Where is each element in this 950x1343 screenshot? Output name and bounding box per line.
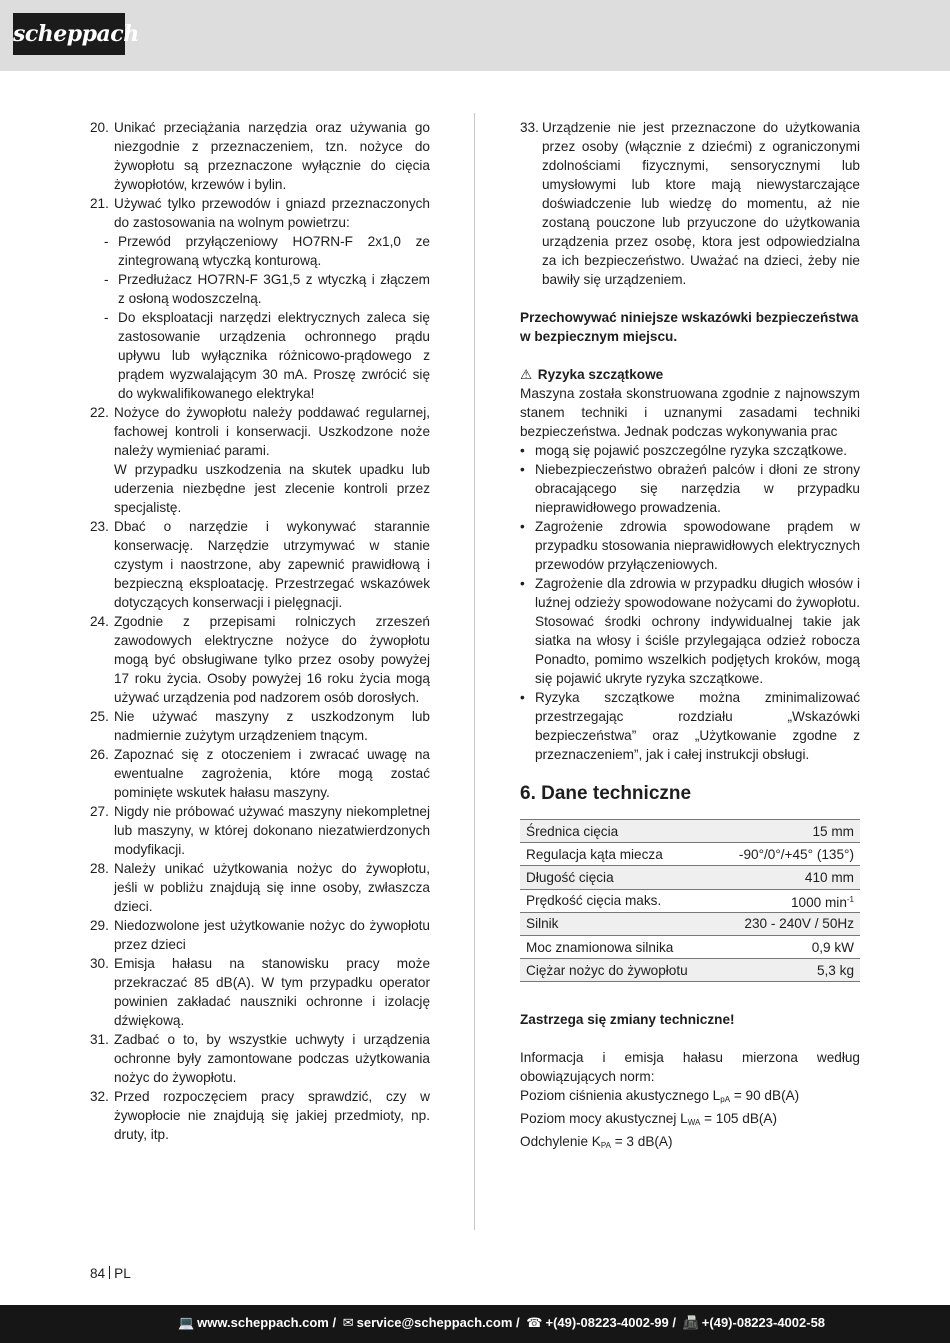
- dash-item-text: Przewód przyłączeniowy HO7RN-F 2x1,0 ze zintegrowaną wtyczką konturową.: [118, 234, 430, 268]
- spec-label: Ciężar nożyc do żywopłotu: [520, 959, 716, 982]
- right-column: [520, 118, 860, 1155]
- item-text: Emisja hałasu na stanowisku pracy może przekraczać 85 dB(A). W tym przypadku operator powinien zakładać nauszniki ochronne i izolację dźwiękową.: [114, 956, 430, 1028]
- technical-changes-notice: Zastrzega się zmiany techniczne!: [520, 1012, 735, 1028]
- item-text: Niedozwolone jest użytkowanie nożyc do żywopłotu przez dzieci: [114, 918, 430, 952]
- item-number: 22.: [90, 405, 109, 420]
- bullet-marker: •: [520, 462, 525, 477]
- residual-risks-heading: [520, 365, 860, 384]
- footer-separator: /: [332, 1315, 337, 1330]
- bullet-marker: •: [520, 690, 525, 705]
- safety-item-21: [90, 194, 430, 232]
- footer-separator: /: [672, 1315, 676, 1330]
- spec-value: 1000 min: [790, 894, 847, 910]
- spec-label: Moc znamionowa silnika: [520, 935, 716, 958]
- left-column: [90, 118, 430, 1144]
- spec-label: Regulacja kąta miecza: [520, 843, 716, 866]
- noise-value-line: [520, 1086, 860, 1109]
- logo-text: scheppach: [13, 21, 139, 47]
- item-number: 27.: [90, 804, 109, 819]
- noise-value: = 90 dB(A): [730, 1088, 800, 1104]
- bullet-text: Ryzyka szczątkowe można zminimalizować przestrzegając rozdziału „Wskazówki bezpieczeństwa” oraz „Użytkowanie zgodne z przeznaczeniem”, jak i całej instrukcji obsługi.: [535, 690, 860, 762]
- safety-item-27: [90, 802, 430, 859]
- warning-icon: ⚠: [520, 367, 533, 382]
- residual-risks-title: Ryzyka szczątkowe: [537, 367, 664, 382]
- item-text: Nożyce do żywopłotu należy poddawać regularnej, fachowej kontroli i konserwacji. Uszkodzone noże należy wymieniać parami.: [114, 405, 430, 458]
- dash-item-text: Przedłużacz HO7RN-F 3G1,5 z wtyczką i złączem z osłoną wodoszczelną.: [118, 272, 430, 306]
- noise-value-line: [520, 1109, 860, 1132]
- spec-value: 230 - 240V / 50Hz: [716, 912, 860, 935]
- bullet-text: Niebezpieczeństwo obrażeń palców i dłoni ze strony obracającego się narzędzia w przypadku nieprawidłowego prowadzenia.: [535, 462, 860, 515]
- residual-risk-bullet: [520, 574, 860, 688]
- item-text: Nigdy nie próbować używać maszyny niekompletnej lub maszyny, w której dokonano niezatwierdzonych modyfikacji.: [114, 804, 430, 857]
- item-number: 29.: [90, 918, 109, 933]
- computer-icon: 💻: [177, 1315, 195, 1330]
- item-text: Zapoznać się z otoczeniem i zwracać uwagę na ewentualne zagrożenia, które mogą zostać pominięte wskutek hałasu maszyny.: [114, 747, 430, 800]
- section-title-technical-data: 6. Dane techniczne: [520, 783, 692, 804]
- bullet-marker: •: [520, 519, 525, 534]
- item-number: 24.: [90, 614, 109, 629]
- item-number: 25.: [90, 709, 109, 724]
- safety-item-26: [90, 745, 430, 802]
- noise-value-line: [520, 1132, 860, 1155]
- spec-value: -90°/0°/+45° (135°): [716, 843, 860, 866]
- spec-value: 0,9 kW: [716, 935, 860, 958]
- dash-marker: -: [104, 234, 109, 249]
- safety-item-20: [90, 118, 430, 194]
- safety-item-25: [90, 707, 430, 745]
- noise-value: = 105 dB(A): [700, 1111, 778, 1127]
- safety-item-22: [90, 403, 430, 460]
- table-row: [520, 889, 860, 912]
- item-text: Należy unikać użytkowania nożyc do żywopłotu, jeśli w pobliżu znajdują się inne osoby, zwłaszcza dzieci.: [114, 861, 430, 914]
- spec-value: 15 mm: [716, 820, 860, 843]
- contact-footer-bar: [0, 1305, 950, 1343]
- dash-item-text: Do eksploatacji narzędzi elektrycznych zaleca się zastosowanie urządzenia ochronnego prądu upływu lub wyłącznika różnicowo-prądowego z prądem wyzwalającym 30 mA. Proszę zwrócić się do wykwalifikowanego elektryka!: [118, 310, 430, 401]
- table-row: [520, 843, 860, 866]
- item-number: 26.: [90, 747, 109, 762]
- safety-item-29: [90, 916, 430, 954]
- residual-risk-bullet: [520, 460, 860, 517]
- spec-value: 410 mm: [716, 866, 860, 889]
- phone-icon: ☎: [526, 1315, 543, 1330]
- item-text: Zadbać o to, by wszystkie uchwyty i urządzenia ochronne były zamontowane podczas użytkowania nożyc do żywopłotu.: [114, 1032, 430, 1085]
- safety-item-30: [90, 954, 430, 1030]
- spec-value-superscript: -1: [846, 894, 854, 904]
- item-number: 33.: [520, 120, 539, 135]
- noise-subscript: pA: [720, 1095, 731, 1105]
- spec-label: Silnik: [520, 912, 716, 935]
- language-code: PL: [114, 1266, 131, 1281]
- item-number: 28.: [90, 861, 109, 876]
- safety-item-24: [90, 612, 430, 707]
- dash-item-extension: [90, 270, 430, 308]
- noise-info-intro: Informacja i emisja hałasu mierzona według obowiązujących norm:: [520, 1050, 860, 1085]
- bullet-marker: •: [520, 443, 525, 458]
- safety-item-28: [90, 859, 430, 916]
- bullet-marker: •: [520, 576, 525, 591]
- noise-value: = 3 dB(A): [610, 1134, 673, 1150]
- table-row: [520, 912, 860, 935]
- technical-data-table: [520, 819, 860, 982]
- safety-item-31: [90, 1030, 430, 1087]
- spacer: [520, 289, 860, 308]
- safety-item-32: [90, 1087, 430, 1144]
- spec-label: Prędkość cięcia maks.: [520, 889, 716, 912]
- spacer: [520, 1029, 860, 1048]
- table-row: [520, 820, 860, 843]
- scheppach-logo: [13, 13, 139, 55]
- item-number: 20.: [90, 120, 109, 135]
- item-number: 23.: [90, 519, 109, 534]
- item-text: Dbać o narzędzie i wykonywać starannie konserwację. Narzędzie utrzymywać w stanie czystym i naostrzone, aby zapewnić prawidłową i bezpieczną eksploatację. Przestrzegać wskazówek dotyczących konserwacji i pielęgnacji.: [114, 519, 430, 610]
- item-number: 21.: [90, 196, 109, 211]
- dash-item-rcd: [90, 308, 430, 403]
- page-number-value: 84: [90, 1266, 106, 1281]
- table-row: [520, 866, 860, 889]
- dash-item-cable: [90, 232, 430, 270]
- item-text: Nie używać maszyny z uszkodzonym lub nadmiernie zużytym urządzeniem tnącym.: [114, 709, 430, 743]
- spacer: [520, 346, 860, 365]
- item-text: Urządzenie nie jest przeznaczone do użytkowania przez osoby (włącznie z dziećmi) z ograniczonymi zdolnościami fizycznymi, sensorycznymi lub umysłowymi lub ktore mają niewystarczające doświadczenie lub wiedzę do momentu, aż nie zostaną pouczone lub przyuczone do użytkowania urządzenia przez osobę, ktora jest odpowiedzialna za ich bezpieczeństwo. Uważać na dzieci, żeby nie bawiły się urządzeniem.: [542, 120, 860, 287]
- residual-risk-bullet: [520, 441, 860, 460]
- spec-label: Średnica cięcia: [520, 820, 716, 843]
- noise-subscript: WA: [687, 1118, 701, 1128]
- dash-marker: -: [104, 310, 109, 325]
- footer-separator: /: [516, 1315, 520, 1330]
- mail-icon: ✉: [342, 1315, 354, 1330]
- noise-label: Poziom mocy akustycznej L: [520, 1111, 688, 1127]
- spec-value: 5,3 kg: [716, 959, 860, 982]
- item-number: 30.: [90, 956, 109, 971]
- safety-item-23: [90, 517, 430, 612]
- website-link[interactable]: www.scheppach.com: [197, 1315, 329, 1330]
- table-row: [520, 935, 860, 958]
- fax-number: +(49)-08223-4002-58: [701, 1315, 826, 1330]
- bullet-text: mogą się pojawić poszczególne ryzyka szczątkowe.: [535, 443, 848, 458]
- fax-icon: 📠: [682, 1315, 699, 1330]
- spec-label: Długość cięcia: [520, 866, 716, 889]
- noise-label: Odchylenie K: [520, 1134, 601, 1150]
- item-number: 31.: [90, 1032, 109, 1047]
- noise-label: Poziom ciśnienia akustycznego L: [520, 1088, 721, 1104]
- email-link[interactable]: service@scheppach.com: [356, 1315, 513, 1330]
- residual-risks-intro: Maszyna została skonstruowana zgodnie z najnowszym stanem techniki i uznanymi zasadami techniki bezpieczeństwa. Jednak podczas wykonywania prac: [520, 386, 860, 439]
- item-number: 32.: [90, 1089, 109, 1104]
- spacer: [520, 982, 860, 1010]
- noise-subscript: PA: [600, 1141, 611, 1151]
- dash-marker: -: [104, 272, 109, 287]
- table-row: [520, 959, 860, 982]
- spec-value-cell: [716, 889, 860, 912]
- store-instructions-notice: Przechowywać niniejsze wskazówki bezpieczeństwa w bezpiecznym miejscu.: [520, 310, 859, 344]
- column-divider: [474, 113, 475, 1230]
- safety-item-22-extra: W przypadku uszkodzenia na skutek upadku lub uderzenia niezbędne jest zlecenie kontroli przez specjalistę.: [114, 462, 430, 515]
- item-text: Zgodnie z przepisami rolniczych zrzeszeń zawodowych elektryczne nożyce do żywopłotu mogą być obsługiwane tylko przez osoby powyżej 17 roku życia. Osoby powyżej 16 roku życia mogą używać urządzenia pod nadzorem osób dorosłych.: [114, 614, 430, 705]
- bullet-text: Zagrożenie dla zdrowia w przypadku długich włosów i luźnej odzieży spowodowane nożycami do żywopłotu. Stosować środki ochrony indywidualnej takie jak siatka na włosy i ściśle przylegająca odzież robocza Ponadto, pomimo wszelkich podjętych kroków, mogą się pojawić ukryte ryzyka szczątkowe.: [535, 576, 860, 686]
- residual-risk-bullet: [520, 688, 860, 764]
- page-number: [90, 1266, 131, 1281]
- safety-item-33: [520, 118, 860, 289]
- residual-risk-bullet: [520, 517, 860, 574]
- bullet-text: Zagrożenie zdrowia spowodowane prądem w przypadku stosowania nieprawidłowych elektrycznych przewodów przyłączeniowych.: [535, 519, 860, 572]
- item-text: Przed rozpoczęciem pracy sprawdzić, czy w żywopłocie nie znajdują się jakiej przedmioty, np. druty, itp.: [114, 1089, 430, 1142]
- page-header: [0, 0, 950, 71]
- page-separator: [109, 1266, 110, 1279]
- phone-number[interactable]: +(49)-08223-4002-99: [545, 1315, 669, 1330]
- item-text: Używać tylko przewodów i gniazd przeznaczonych do zastosowania na wolnym powietrzu:: [114, 196, 430, 230]
- item-text: Unikać przeciążania narzędzia oraz używania go niezgodnie z przeznaczeniem, tzn. nożyce do żywopłotu są przeznaczone wyłącznie do cięcia żywopłotów, krzewów i bylin.: [114, 120, 430, 192]
